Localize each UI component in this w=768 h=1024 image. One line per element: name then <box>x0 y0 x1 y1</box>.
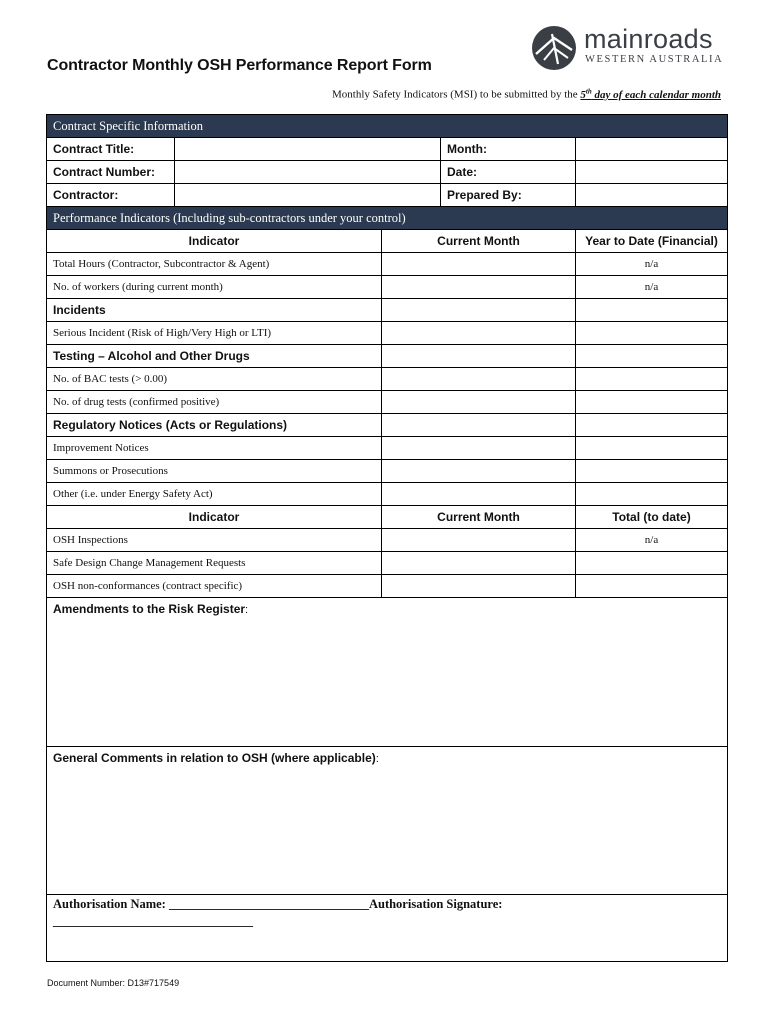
indicator-label: Serious Incident (Risk of High/Very High or LTI) <box>47 322 382 345</box>
current-month-field[interactable] <box>382 322 576 345</box>
contract-row-number <box>47 161 728 184</box>
performance-section-heading: Performance Indicators (Including sub-contractors under your control) <box>47 207 728 230</box>
current-month-field[interactable] <box>382 460 576 483</box>
current-month-field[interactable] <box>382 391 576 414</box>
date-field[interactable] <box>576 161 728 184</box>
prepared-by-field[interactable] <box>576 184 728 207</box>
amendments-label: Amendments to the Risk Register <box>53 602 246 616</box>
total-field[interactable] <box>576 575 728 598</box>
indicator-row <box>47 253 728 276</box>
indicator-label: Summons or Prosecutions <box>47 460 382 483</box>
current-month-field[interactable] <box>382 575 576 598</box>
contract-section-heading: Contract Specific Information <box>47 115 728 138</box>
indicator-section-label: Testing – Alcohol and Other Drugs <box>47 345 382 368</box>
indicator-label: No. of drug tests (confirmed positive) <box>47 391 382 414</box>
current-month-field[interactable] <box>382 253 576 276</box>
current-month-field[interactable] <box>382 552 576 575</box>
indicator-column-header: Indicator <box>47 230 382 253</box>
indicator-section-row <box>47 345 728 368</box>
prepared-by-label: Prepared By: <box>441 184 576 207</box>
indicator-row <box>47 322 728 345</box>
comments-label: General Comments in relation to OSH (where applicable) <box>53 751 376 765</box>
authorisation-row <box>47 895 728 962</box>
indicator-row <box>47 460 728 483</box>
ytd-field <box>576 345 728 368</box>
indicator-label: Total Hours (Contractor, Subcontractor & Agent) <box>47 253 382 276</box>
contractor-field[interactable] <box>175 184 441 207</box>
date-label: Date: <box>441 161 576 184</box>
logo-subtitle: WESTERN AUSTRALIA <box>585 54 724 65</box>
indicator-label: Improvement Notices <box>47 437 382 460</box>
current-month-field[interactable] <box>382 529 576 552</box>
authorisation-field[interactable] <box>47 895 728 962</box>
contract-section-header <box>47 115 728 138</box>
current-month-field <box>382 299 576 322</box>
current-month-field[interactable] <box>382 483 576 506</box>
amendments-row <box>47 598 728 747</box>
comments-colon: : <box>375 753 379 765</box>
mainroads-logo <box>530 24 730 74</box>
comments-row <box>47 747 728 895</box>
indicator-label: No. of workers (during current month) <box>47 276 382 299</box>
indicator-column-header: Indicator <box>47 506 382 529</box>
logo-wordmark: mainroads <box>584 24 713 54</box>
current-month-column-header: Current Month <box>382 230 576 253</box>
authorisation-signature-label: Authorisation Signature: <box>368 897 503 911</box>
current-month-field[interactable] <box>382 276 576 299</box>
indicator-section-row <box>47 299 728 322</box>
indicator-row <box>47 483 728 506</box>
contract-row-contractor <box>47 184 728 207</box>
month-label: Month: <box>441 138 576 161</box>
msi-instruction <box>332 87 721 101</box>
ytd-column-header: Year to Date (Financial) <box>576 230 728 253</box>
authorisation-line <box>53 897 721 912</box>
contract-row-title <box>47 138 728 161</box>
month-field[interactable] <box>576 138 728 161</box>
indicator-row <box>47 368 728 391</box>
msi-day-suffix: th <box>585 87 592 95</box>
indicator-row <box>47 529 728 552</box>
contract-number-label: Contract Number: <box>47 161 175 184</box>
performance-column-headers-2 <box>47 506 728 529</box>
contractor-label: Contractor: <box>47 184 175 207</box>
amendments-colon: : <box>245 604 249 616</box>
indicator-row <box>47 552 728 575</box>
ytd-field <box>576 414 728 437</box>
ytd-field[interactable] <box>576 368 728 391</box>
comments-field[interactable] <box>47 747 728 895</box>
msi-prefix: Monthly Safety Indicators (MSI) to be submitted by the <box>332 88 581 101</box>
msi-deadline <box>580 89 721 101</box>
ytd-field[interactable] <box>576 322 728 345</box>
indicator-label: No. of BAC tests (> 0.00) <box>47 368 382 391</box>
current-month-field[interactable] <box>382 368 576 391</box>
indicator-row <box>47 575 728 598</box>
performance-column-headers <box>47 230 728 253</box>
ytd-field[interactable] <box>576 391 728 414</box>
report-form-table <box>46 114 728 962</box>
indicator-label: OSH Inspections <box>47 529 382 552</box>
indicator-label: OSH non-conformances (contract specific) <box>47 575 382 598</box>
contract-title-label: Contract Title: <box>47 138 175 161</box>
msi-suffix: day of each calendar month <box>591 88 721 101</box>
authorisation-name-label: Authorisation Name: ________________________________ <box>53 897 369 911</box>
indicator-section-label: Incidents <box>47 299 382 322</box>
performance-section-header <box>47 207 728 230</box>
document-number: Document Number: D13#717549 <box>47 978 180 988</box>
amendments-field[interactable] <box>47 598 728 747</box>
ytd-field <box>576 299 728 322</box>
mainroads-emblem-icon <box>530 24 580 74</box>
ytd-value: n/a <box>576 276 728 299</box>
indicator-row <box>47 391 728 414</box>
contract-number-field[interactable] <box>175 161 441 184</box>
contract-title-field[interactable] <box>175 138 441 161</box>
indicator-section-row <box>47 414 728 437</box>
current-month-column-header: Current Month <box>382 506 576 529</box>
msi-day: 5 <box>580 88 586 101</box>
form-title: Contractor Monthly OSH Performance Report Form <box>47 57 432 74</box>
current-month-field <box>382 345 576 368</box>
indicator-row <box>47 276 728 299</box>
ytd-value: n/a <box>576 253 728 276</box>
indicator-row <box>47 437 728 460</box>
ytd-field[interactable] <box>576 483 728 506</box>
current-month-field[interactable] <box>382 437 576 460</box>
ytd-field[interactable] <box>576 460 728 483</box>
indicator-section-label: Regulatory Notices (Acts or Regulations) <box>47 414 382 437</box>
total-field[interactable] <box>576 552 728 575</box>
indicator-label: Safe Design Change Management Requests <box>47 552 382 575</box>
indicator-label: Other (i.e. under Energy Safety Act) <box>47 483 382 506</box>
current-month-field <box>382 414 576 437</box>
total-column-header: Total (to date) <box>576 506 728 529</box>
ytd-field[interactable] <box>576 437 728 460</box>
total-value: n/a <box>576 529 728 552</box>
authorisation-signature-line: ________________________________ <box>53 914 253 928</box>
